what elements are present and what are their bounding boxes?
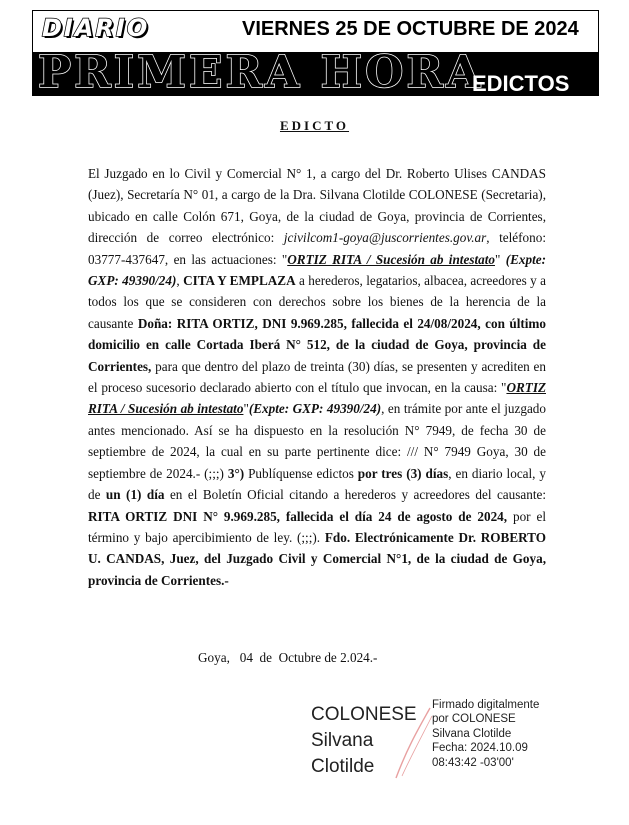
- body-text: ,: [176, 273, 184, 289]
- publication-days-local: por tres (3) días: [357, 465, 449, 481]
- body-text: ": [494, 251, 506, 267]
- masthead-date: VIERNES 25 DE OCTUBRE DE 2024: [242, 18, 579, 40]
- signature-info-line: Fecha: 2024.10.09: [432, 742, 528, 755]
- case-file-number: (Expte: GXP: 49390/24): [88, 251, 546, 289]
- edict-paragraph: [88, 163, 546, 591]
- body-text: por el término y bajo apercibimiento de ley. (;;;).: [88, 508, 546, 545]
- body-text: en el Boletín Oficial citando a herederos y acreedores del causante:: [164, 487, 547, 503]
- body-text: a herederos, legatarios, albacea, acreedores y a todos los que se consideren con derechos sobre los bienes de la herencia de la causante: [88, 273, 547, 331]
- deceased-details: Doña: RITA ORTIZ, DNI 9.969.285, fallecida el 24/08/2024, con último domicilio en calle Cortada Iberá N° 512, de la ciudad de Goya, provincia de Corrientes,: [88, 315, 546, 374]
- summons-phrase: CITA Y EMPLAZA: [183, 273, 296, 289]
- body-text: , en diario local, y de: [88, 465, 547, 503]
- signer-name-line: Clotilde: [311, 756, 375, 777]
- body-text: , en trámite por ante el juzgado antes mencionado. Así se ha dispuesto en la resolución N° 7949, de fecha 30 de septiembre de 2024, la cual en su parte pertinente dice: /// N° 7949 Goya, 30 de septiembre de 2024.- (;;;): [88, 401, 546, 481]
- publication-days-official: un (1) día: [105, 487, 165, 503]
- masthead: [32, 10, 599, 96]
- deceased-summary: RITA ORTIZ DNI N° 9.969.285, fallecida el día 24 de agosto de 2024,: [88, 508, 508, 524]
- signature-stroke-icon: [390, 706, 434, 780]
- signature-info-line: Silvana Clotilde: [432, 727, 512, 740]
- masthead-section-label: EDICTOS: [472, 71, 570, 96]
- court-email: jcivilcom1-goya@juscorrientes.gov.ar: [283, 230, 487, 246]
- digital-signature-info: [432, 698, 539, 770]
- masthead-newspaper-name: PRIMERA HORA: [38, 47, 484, 98]
- edict-body: [88, 163, 546, 591]
- masthead-diario-label: DIARIO: [42, 14, 150, 42]
- signature-info-line: Firmado digitalmente: [432, 699, 540, 711]
- document-title: EDICTO: [279, 118, 350, 133]
- body-text: para que dentro del plazo de treinta (30) días, se presenten y acrediten en el proceso sucesorio declarado abierto con el título que invocan, en la causa: ": [88, 358, 546, 396]
- body-text: Publíquense edictos: [244, 465, 358, 481]
- resolution-item-number: 3°): [227, 465, 245, 481]
- place-and-date: Goya, 04 de Octubre de 2.024.-: [198, 650, 378, 665]
- signer-name-line: Silvana: [311, 730, 374, 751]
- case-file-number: (Expte: GXP: 49390/24): [248, 401, 382, 417]
- signature-info-line: por COLONESE: [432, 713, 516, 726]
- case-title: ORTIZ RITA / Sucesión ab intestato: [287, 251, 495, 267]
- body-text: El Juzgado en lo Civil y Comercial N° 1, a cargo del Dr. Roberto Ulises CANDAS (Juez), Secretaría N° 01, a cargo de la Dra. Silvana Clotilde COLONESE (Secretaria), ubicado en calle Colón 671, Goya, de la ciudad de Goya, provincia de Corrientes, dirección de correo electrónico:: [88, 166, 546, 246]
- body-text: , teléfono: 03777-437647, en las actuaciones: ": [88, 230, 546, 267]
- signer-name-line: COLONESE: [311, 704, 417, 725]
- case-title: ORTIZ RITA / Sucesión ab intestato: [88, 380, 546, 417]
- body-text: ": [243, 401, 249, 417]
- electronic-signature-note: Fdo. Electrónicamente Dr. ROBERTO U. CANDAS, Juez, del Juzgado Civil y Comercial N°1, de la ciudad de Goya, provincia de Corrientes.-: [88, 529, 546, 588]
- signature-info-line: 08:43:42 -03'00': [432, 756, 514, 769]
